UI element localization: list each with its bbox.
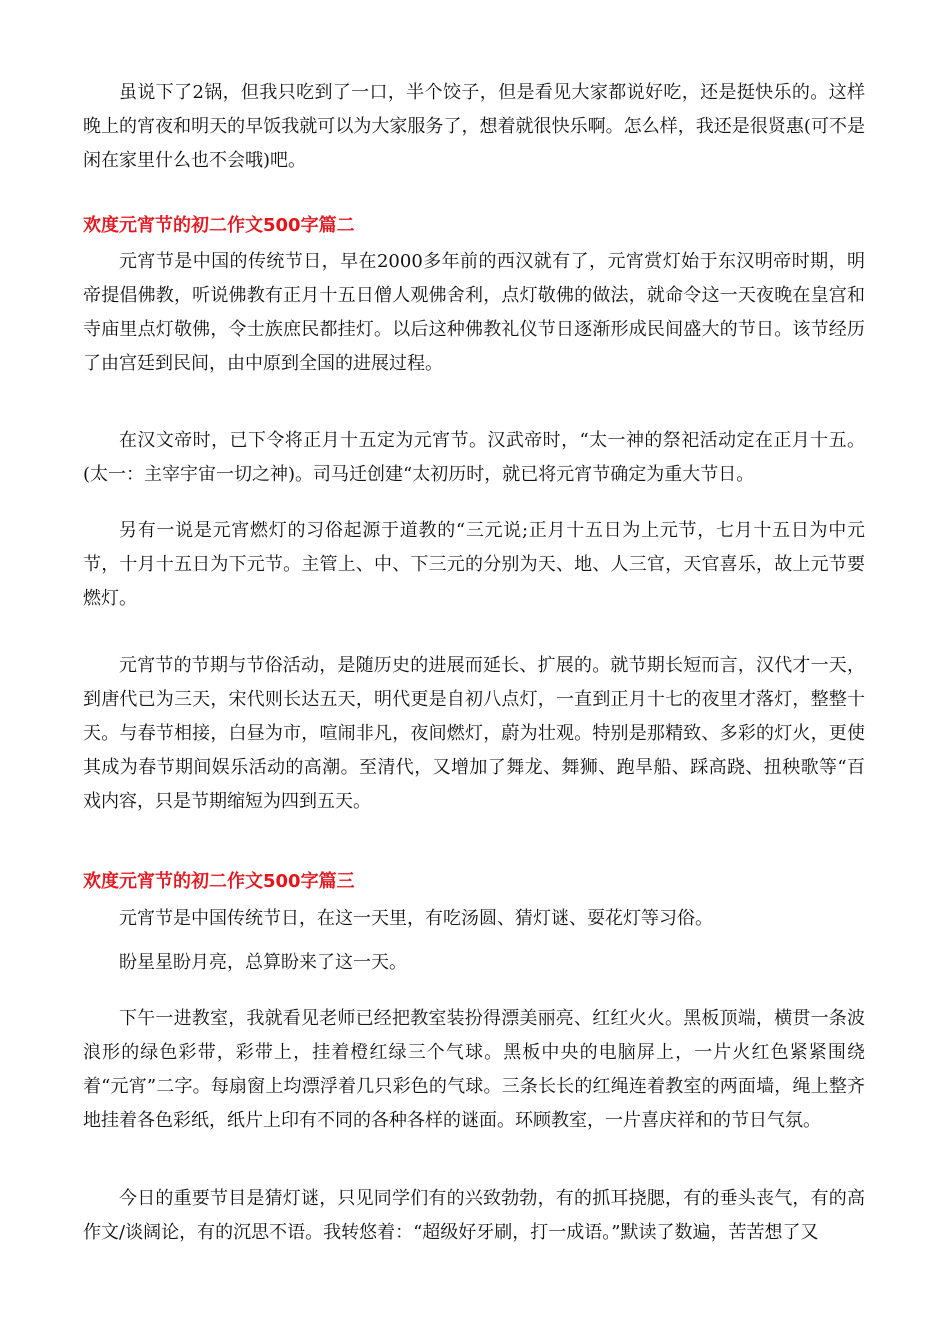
section-2-paragraph-3: 另有一说是元宵燃灯的习俗起源于道教的“三元说;正月十五日为上元节，七月十五日为中元节，十月十五日为下元节。主管上、中、下三元的分别为天、地、人三官，天官喜乐，故上元节要燃灯。 (83, 520, 865, 609)
section-2-heading: 欢度元宵节的初二作文500字篇二 (83, 215, 355, 236)
section-2-paragraph-4: 元宵节的节期与节俗活动，是随历史的进展而延长、扩展的。就节期长短而言，汉代才一天，到唐代已为三天，宋代则长达五天，明代更是自初八点灯，一直到正月十七的夜里才落灯，整整十天。与春节相接，白昼为市，喧闹非凡，夜间燃灯，蔚为壮观。特别是那精致、多彩的灯火，更使其成为春节期间娱乐活动的高潮。至清代，又增加了舞龙、舞狮、跑旱船、踩高跷、扭秧歌等“百戏内容，只是节期缩短为四到五天。 (83, 655, 865, 812)
section-3-paragraph-4: 今日的重要节目是猜灯谜，只见同学们有的兴致勃勃，有的抓耳挠腮，有的垂头丧气，有的高作文/谈阔论，有的沉思不语。我转悠着：“超级好牙刷，打一成语。”默读了数遍，苦苦想了又 (83, 1188, 865, 1243)
section-2-paragraph-1: 元宵节是中国的传统节日，早在2000多年前的西汉就有了，元宵赏灯始于东汉明帝时期，明帝提倡佛教，听说佛教有正月十五日僧人观佛舍利，点灯敬佛的做法，就命令这一天夜晚在皇宫和寺庙里点灯敬佛，令士族庶民都挂灯。以后这种佛教礼仪节日逐渐形成民间盛大的节日。该节经历了由宫廷到民间，由中原到全国的进展过程。 (83, 251, 865, 374)
section-2-paragraph-2: 在汉文帝时，已下令将正月十五定为元宵节。汉武帝时，“太一神的祭祀活动定在正月十五。(太一：主宰宇宙一切之神)。司马迁创建“太初历时，就已将元宵节确定为重大节日。 (83, 430, 865, 485)
intro-paragraph: 虽说下了2锅，但我只吃到了一口，半个饺子，但是看见大家都说好吃，还是挺快乐的。这样晚上的宵夜和明天的早饭我就可以为大家服务了，想着就很快乐啊。怎么样，我还是很贤惠(可不是闲在家里什么也不会哦)吧。 (83, 82, 865, 171)
section-3-paragraph-3: 下午一进教室，我就看见老师已经把教室装扮得漂美丽亮、红红火火。黑板顶端，横贯一条波浪形的绿色彩带，彩带上，挂着橙红绿三个气球。黑板中央的电脑屏上，一片火红色紧紧围绕着“元宵”二字。每扇窗上均漂浮着几只彩色的气球。三条长长的红绳连着教室的两面墙，绳上整齐地挂着各色彩纸，纸片上印有不同的各种各样的谜面。环顾教室，一片喜庆祥和的节日气氛。 (83, 1008, 865, 1131)
section-3-paragraph-1: 元宵节是中国传统节日，在这一天里，有吃汤圆、猜灯谜、耍花灯等习俗。 (119, 908, 713, 929)
section-3-heading: 欢度元宵节的初二作文500字篇三 (83, 871, 355, 892)
section-3-paragraph-2: 盼星星盼月亮，总算盼来了这一天。 (119, 952, 407, 973)
